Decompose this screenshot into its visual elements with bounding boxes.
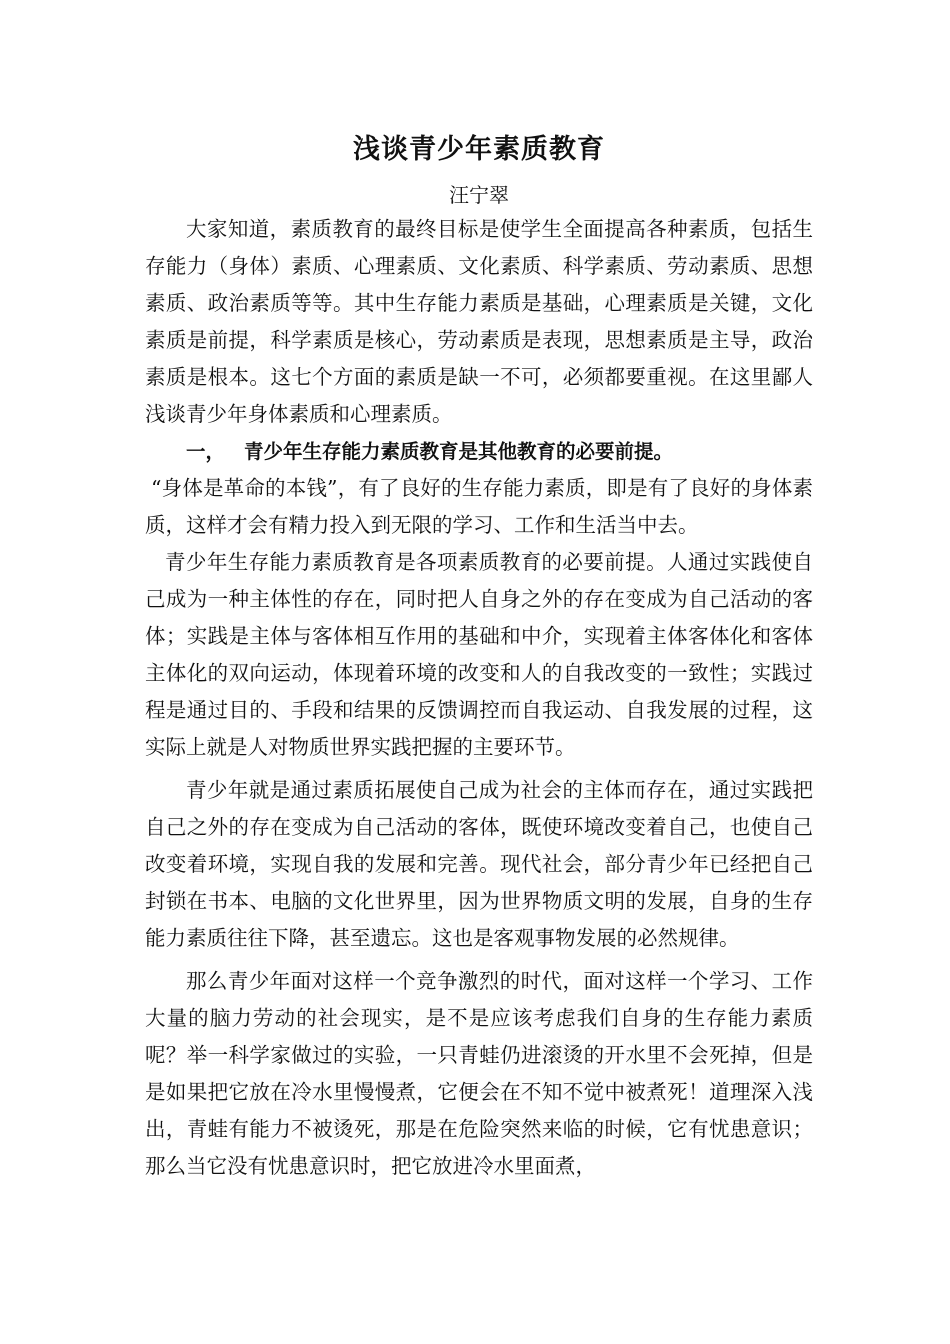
paragraph-youth: 青少年就是通过素质拓展使自己成为社会的主体而存在，通过实践把自己之外的存在变成为自己活动的客体，既使环境改变着自己，也使自己改变着环境，实现自我的发展和完善。现代社会，部分青少年已经把自己封锁在书本、电脑的文化世界里，因为世界物质文明的发展，自身的生存能力素质往往下降，甚至遗忘。这也是客观事物发展的必然规律。: [145, 778, 813, 950]
document-author: 汪宁翠: [449, 183, 509, 207]
paragraph-quote: “身体是革命的本钱”，有了良好的生存能力素质，即是有了良好的身体素质，这样才会有精力投入到无限的学习、工作和生活当中去。: [145, 476, 813, 537]
section-heading-1: [145, 433, 813, 470]
paragraph-frog: 那么青少年面对这样一个竞争激烈的时代，面对这样一个学习、工作大量的脑力劳动的社会现实，是不是应该考虑我们自身的生存能力素质呢？举一科学家做过的实验，一只青蛙仍进滚烫的开水里不会死掉，但是是如果把它放在冷水里慢慢煮，它便会在不知不觉中被煮死！道理深入浅出，青蛙有能力不被烫死，那是在危险突然来临的时候，它有忧患意识；那么当它没有忧患意识时，把它放进冷水里面煮，: [145, 969, 813, 1178]
section-heading-number: 一，: [186, 440, 226, 463]
document-body: [145, 130, 813, 1185]
paragraph-intro: 大家知道，素质教育的最终目标是使学生全面提高各种素质，包括生存能力（身体）素质、心理素质、文化素质、科学素质、劳动素质、思想素质、政治素质等等。其中生存能力素质是基础，心理素质是关键，文化素质是前提，科学素质是核心，劳动素质是表现，思想素质是主导，政治素质是根本。这七个方面的素质是缺一不可，必须都要重视。在这里鄙人浅谈青少年身体素质和心理素质。: [145, 217, 813, 426]
paragraph-practice: 青少年生存能力素质教育是各项素质教育的必要前提。人通过实践使自己成为一种主体性的存在，同时把人自身之外的存在变成为自己活动的客体；实践是主体与客体相互作用的基础和中介，实现着主体客体化和客体主体化的双向运动，体现着环境的改变和人的自我改变的一致性；实践过程是通过目的、手段和结果的反馈调控而自我运动、自我发展的过程，这实际上就是人对物质世界实践把握的主要环节。: [145, 550, 813, 759]
section-heading-text: 青少年生存能力素质教育是其他教育的必要前提。: [244, 440, 674, 463]
document-title: 浅谈青少年素质教育: [353, 134, 605, 165]
